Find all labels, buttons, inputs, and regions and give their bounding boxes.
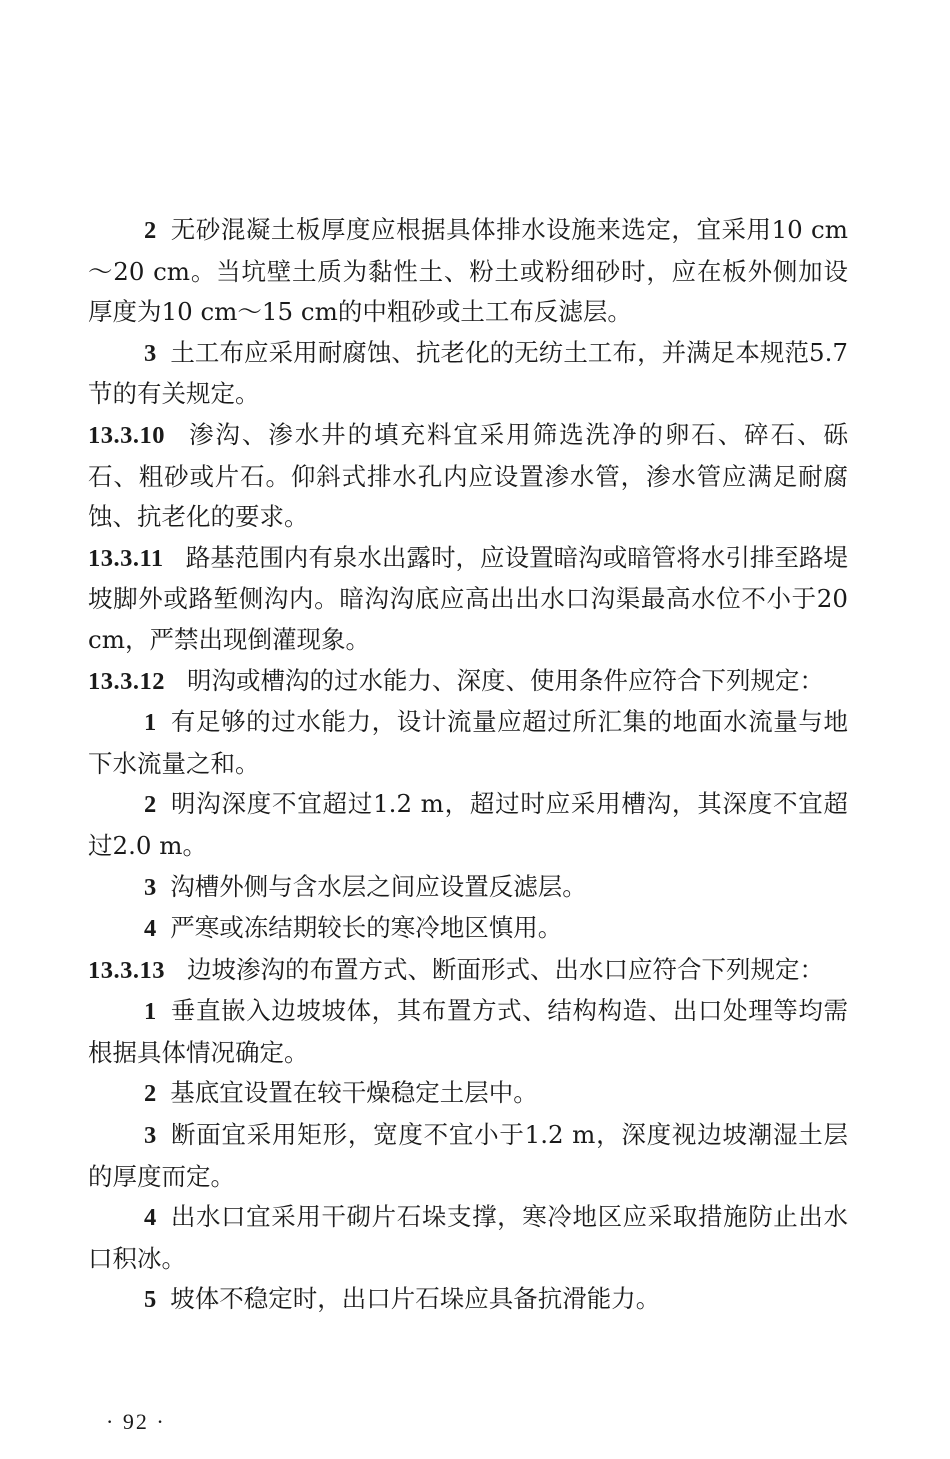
item-13-3-13-3 <box>88 1115 848 1197</box>
item-number: 4 <box>144 915 157 943</box>
page-number: · 92 · <box>106 1409 166 1434</box>
item-13-3-13-1 <box>88 991 848 1073</box>
item-text: 有足够的过水能力，设计流量应超过所汇集的地面水流量与地下水流量之和。 <box>88 707 848 778</box>
item-13-3-12-4 <box>88 908 848 950</box>
clause-13-3-12 <box>88 661 848 703</box>
item-number: 2 <box>144 791 157 819</box>
clause-13-3-13 <box>88 950 848 992</box>
clause-text: 明沟或槽沟的过水能力、深度、使用条件应符合下列规定： <box>187 665 824 695</box>
item-13-3-9-3 <box>88 333 848 415</box>
item-text: 断面宜采用矩形，宽度不宜小于1.2 m，深度视边坡潮湿土层的厚度而定。 <box>88 1120 848 1191</box>
item-13-3-9-2 <box>88 210 848 333</box>
item-13-3-12-3 <box>88 867 848 909</box>
clause-13-3-11 <box>88 538 848 661</box>
item-text: 无砂混凝土板厚度应根据具体排水设施来选定，宜采用10 cm～20 cm。当坑壁土质为黏性土、粉土或粉细砂时，应在板外侧加设厚度为10 cm～15 cm的中粗砂或土工布反滤层。 <box>88 215 848 327</box>
item-number: 3 <box>144 1122 157 1150</box>
document-body <box>88 210 848 1321</box>
clause-text: 边坡渗沟的布置方式、断面形式、出水口应符合下列规定： <box>187 954 824 984</box>
item-text: 严寒或冻结期较长的寒冷地区慎用。 <box>170 913 563 943</box>
item-number: 3 <box>144 339 157 367</box>
item-number: 5 <box>144 1286 157 1314</box>
item-text: 基底宜设置在较干燥稳定土层中。 <box>170 1078 538 1108</box>
item-13-3-12-1 <box>88 702 848 784</box>
clause-number: 13.3.10 <box>88 421 165 449</box>
clause-13-3-10 <box>88 415 848 538</box>
item-text: 坡体不稳定时，出口片石垛应具备抗滑能力。 <box>170 1284 661 1314</box>
item-number: 3 <box>144 873 157 901</box>
clause-number: 13.3.13 <box>88 956 165 984</box>
clause-number: 13.3.11 <box>88 544 164 572</box>
item-text: 明沟深度不宜超过1.2 m，超过时应采用槽沟，其深度不宜超过2.0 m。 <box>88 789 848 860</box>
item-13-3-13-5 <box>88 1279 848 1321</box>
item-text: 土工布应采用耐腐蚀、抗老化的无纺土工布，并满足本规范5.7节的有关规定。 <box>88 337 848 409</box>
item-text: 垂直嵌入边坡坡体，其布置方式、结构构造、出口处理等均需根据具体情况确定。 <box>88 996 848 1067</box>
clause-text: 路基范围内有泉水出露时，应设置暗沟或暗管将水引排至路堤坡脚外或路堑侧沟内。暗沟沟底应高出出水口沟渠最高水位不小于20 cm，严禁出现倒灌现象。 <box>88 542 848 654</box>
item-number: 1 <box>144 998 157 1026</box>
item-number: 4 <box>144 1204 157 1232</box>
clause-number: 13.3.12 <box>88 667 165 695</box>
item-number: 2 <box>144 1080 157 1108</box>
item-text: 出水口宜采用干砌片石垛支撑，寒冷地区应采取措施防止出水口积冰。 <box>88 1202 848 1273</box>
item-13-3-12-2 <box>88 784 848 866</box>
clause-text: 渗沟、渗水井的填充料宜采用筛选洗净的卵石、碎石、砾石、粗砂或片石。仰斜式排水孔内应设置渗水管，渗水管应满足耐腐蚀、抗老化的要求。 <box>88 419 848 532</box>
item-13-3-13-4 <box>88 1197 848 1279</box>
item-text: 沟槽外侧与含水层之间应设置反滤层。 <box>170 871 587 901</box>
item-number: 2 <box>144 217 157 244</box>
item-number: 1 <box>144 709 157 737</box>
item-13-3-13-2 <box>88 1073 848 1115</box>
